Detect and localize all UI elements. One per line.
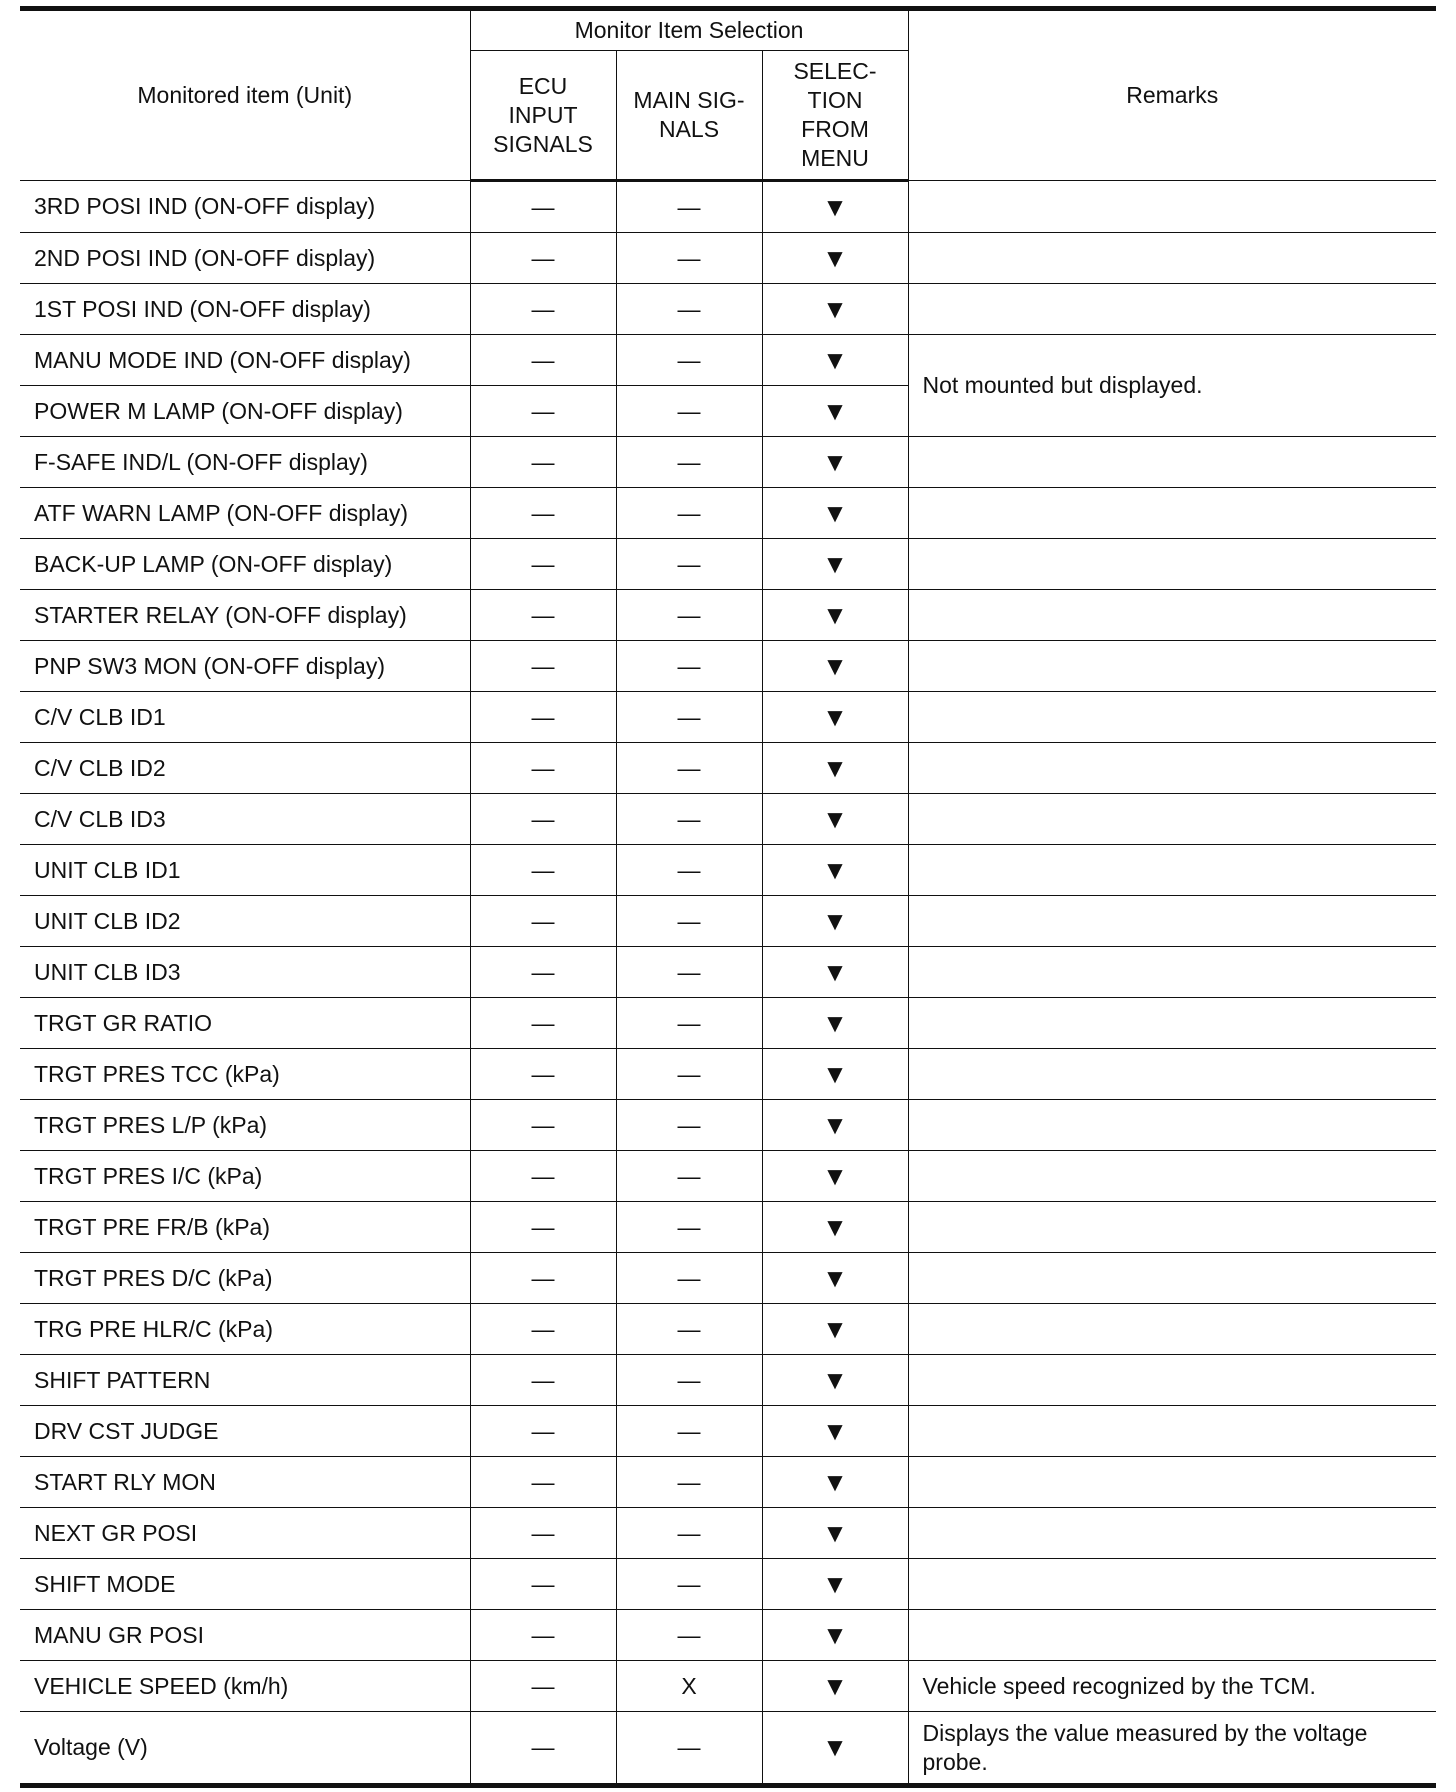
selection-from-menu-cell: ▼ <box>762 1202 908 1253</box>
remarks-cell <box>908 1508 1436 1559</box>
remarks-cell <box>908 1100 1436 1151</box>
table-row <box>20 1100 1436 1151</box>
header-line: NALS <box>658 116 720 142</box>
monitored-item-cell: START RLY MON <box>20 1457 470 1508</box>
ecu-input-signals-cell: — <box>470 335 616 386</box>
main-signals-cell: — <box>616 1559 762 1610</box>
table-row <box>20 1661 1436 1712</box>
ecu-input-signals-cell: — <box>470 947 616 998</box>
monitored-item-cell: ATF WARN LAMP (ON-OFF display) <box>20 488 470 539</box>
ecu-input-signals-cell: — <box>470 233 616 284</box>
header-ecu-input-signals <box>470 51 616 181</box>
monitored-item-cell: UNIT CLB ID1 <box>20 845 470 896</box>
header-remarks: Remarks <box>908 9 1436 181</box>
ecu-input-signals-cell: — <box>470 845 616 896</box>
header-monitored-item: Monitored item (Unit) <box>20 9 470 181</box>
selection-from-menu-cell: ▼ <box>762 743 908 794</box>
selection-from-menu-cell: ▼ <box>762 1151 908 1202</box>
remarks-cell <box>908 1151 1436 1202</box>
remarks-cell <box>908 1304 1436 1355</box>
ecu-input-signals-cell: — <box>470 590 616 641</box>
remarks-cell <box>908 1457 1436 1508</box>
monitored-item-cell: MANU MODE IND (ON-OFF display) <box>20 335 470 386</box>
table-row <box>20 794 1436 845</box>
selection-from-menu-cell: ▼ <box>762 1406 908 1457</box>
ecu-input-signals-cell: — <box>470 1661 616 1712</box>
header-line: INPUT <box>508 101 578 128</box>
remarks-cell <box>908 896 1436 947</box>
selection-from-menu-cell: ▼ <box>762 1559 908 1610</box>
remarks-cell <box>908 794 1436 845</box>
selection-from-menu-cell: ▼ <box>762 488 908 539</box>
main-signals-cell: — <box>616 386 762 437</box>
monitored-item-cell: MANU GR POSI <box>20 1610 470 1661</box>
remarks-cell-not-mounted: Not mounted but displayed. <box>908 335 1436 437</box>
table-row <box>20 896 1436 947</box>
monitored-item-cell: PNP SW3 MON (ON-OFF display) <box>20 641 470 692</box>
header-line: ECU <box>518 72 568 99</box>
table-row <box>20 539 1436 590</box>
main-signals-cell: — <box>616 1610 762 1661</box>
main-signals-cell: — <box>616 692 762 743</box>
main-signals-cell: — <box>616 1304 762 1355</box>
main-signals-cell: — <box>616 233 762 284</box>
remarks-cell <box>908 539 1436 590</box>
main-signals-cell: — <box>616 181 762 233</box>
ecu-input-signals-cell: — <box>470 539 616 590</box>
ecu-input-signals-cell: — <box>470 386 616 437</box>
main-signals-cell: — <box>616 1406 762 1457</box>
remarks-cell <box>908 488 1436 539</box>
ecu-input-signals-cell: — <box>470 1202 616 1253</box>
ecu-input-signals-cell: — <box>470 1610 616 1661</box>
remarks-cell <box>908 1355 1436 1406</box>
monitored-item-cell: TRGT PRE FR/B (kPa) <box>20 1202 470 1253</box>
selection-from-menu-cell: ▼ <box>762 896 908 947</box>
monitored-item-cell: TRGT PRES I/C (kPa) <box>20 1151 470 1202</box>
selection-from-menu-cell: ▼ <box>762 1100 908 1151</box>
remarks-cell <box>908 181 1436 233</box>
main-signals-cell: — <box>616 1151 762 1202</box>
table-row <box>20 488 1436 539</box>
header-selection-from-menu <box>762 51 908 181</box>
monitored-item-cell: 1ST POSI IND (ON-OFF display) <box>20 284 470 335</box>
monitored-item-cell: POWER M LAMP (ON-OFF display) <box>20 386 470 437</box>
remarks-cell <box>908 233 1436 284</box>
table-row <box>20 641 1436 692</box>
header-line: MAIN SIG- <box>633 87 745 113</box>
ecu-input-signals-cell: — <box>470 181 616 233</box>
selection-from-menu-cell: ▼ <box>762 998 908 1049</box>
header-line: MENU <box>801 145 869 171</box>
main-signals-cell: — <box>616 488 762 539</box>
remarks-cell <box>908 1253 1436 1304</box>
table-row <box>20 845 1436 896</box>
ecu-input-signals-cell: — <box>470 896 616 947</box>
monitored-item-cell: TRGT PRES L/P (kPa) <box>20 1100 470 1151</box>
selection-from-menu-cell: ▼ <box>762 1253 908 1304</box>
selection-from-menu-cell: ▼ <box>762 233 908 284</box>
monitored-item-cell: F-SAFE IND/L (ON-OFF display) <box>20 437 470 488</box>
table-row <box>20 947 1436 998</box>
remarks-cell-vehicle-speed: Vehicle speed recognized by the TCM. <box>908 1661 1436 1712</box>
ecu-input-signals-cell: — <box>470 1457 616 1508</box>
remarks-cell <box>908 743 1436 794</box>
main-signals-cell: — <box>616 335 762 386</box>
ecu-input-signals-cell: — <box>470 1100 616 1151</box>
main-signals-cell: — <box>616 284 762 335</box>
monitored-item-cell: STARTER RELAY (ON-OFF display) <box>20 590 470 641</box>
table-row <box>20 743 1436 794</box>
remarks-cell <box>908 845 1436 896</box>
table-row <box>20 1559 1436 1610</box>
table-row <box>20 1151 1436 1202</box>
monitored-item-cell: SHIFT MODE <box>20 1559 470 1610</box>
table-row <box>20 233 1436 284</box>
ecu-input-signals-cell: — <box>470 692 616 743</box>
table-row <box>20 437 1436 488</box>
ecu-input-signals-cell: — <box>470 641 616 692</box>
selection-from-menu-cell: ▼ <box>762 641 908 692</box>
main-signals-cell: — <box>616 947 762 998</box>
main-signals-cell: — <box>616 590 762 641</box>
selection-from-menu-cell: ▼ <box>762 947 908 998</box>
table-row <box>20 590 1436 641</box>
selection-from-menu-cell: ▼ <box>762 845 908 896</box>
monitor-item-table-container <box>20 6 1436 1788</box>
main-signals-cell: — <box>616 437 762 488</box>
selection-from-menu-cell: ▼ <box>762 1049 908 1100</box>
remarks-cell <box>908 1559 1436 1610</box>
monitored-item-cell: VEHICLE SPEED (km/h) <box>20 1661 470 1712</box>
ecu-input-signals-cell: — <box>470 284 616 335</box>
remarks-cell <box>908 437 1436 488</box>
selection-from-menu-cell: ▼ <box>762 692 908 743</box>
table-row <box>20 335 1436 386</box>
header-line: FROM <box>801 116 869 142</box>
table-row <box>20 1610 1436 1661</box>
header-monitor-item-selection: Monitor Item Selection <box>470 9 908 51</box>
ecu-input-signals-cell: — <box>470 437 616 488</box>
selection-from-menu-cell: ▼ <box>762 1457 908 1508</box>
ecu-input-signals-cell: — <box>470 1712 616 1786</box>
table-row <box>20 1712 1436 1786</box>
monitored-item-cell: TRGT PRES TCC (kPa) <box>20 1049 470 1100</box>
remarks-cell <box>908 692 1436 743</box>
header-line: TION <box>807 87 863 113</box>
ecu-input-signals-cell: — <box>470 1151 616 1202</box>
main-signals-cell: — <box>616 1712 762 1786</box>
main-signals-cell: — <box>616 641 762 692</box>
table-row <box>20 1355 1436 1406</box>
selection-from-menu-cell: ▼ <box>762 1304 908 1355</box>
monitored-item-cell: NEXT GR POSI <box>20 1508 470 1559</box>
table-row <box>20 1406 1436 1457</box>
selection-from-menu-cell: ▼ <box>762 181 908 233</box>
ecu-input-signals-cell: — <box>470 743 616 794</box>
remarks-cell <box>908 590 1436 641</box>
monitored-item-cell: TRG PRE HLR/C (kPa) <box>20 1304 470 1355</box>
main-signals-cell: — <box>616 539 762 590</box>
main-signals-cell: — <box>616 1049 762 1100</box>
selection-from-menu-cell: ▼ <box>762 1610 908 1661</box>
ecu-input-signals-cell: — <box>470 1304 616 1355</box>
monitored-item-cell: TRGT GR RATIO <box>20 998 470 1049</box>
header-line: SELEC- <box>793 58 877 84</box>
selection-from-menu-cell: ▼ <box>762 437 908 488</box>
table-row <box>20 1304 1436 1355</box>
table-row <box>20 1457 1436 1508</box>
selection-from-menu-cell: ▼ <box>762 386 908 437</box>
remarks-cell <box>908 1202 1436 1253</box>
main-signals-cell: — <box>616 1508 762 1559</box>
main-signals-cell: — <box>616 1253 762 1304</box>
remarks-cell-voltage: Displays the value measured by the voltage probe. <box>908 1712 1436 1786</box>
ecu-input-signals-cell: — <box>470 998 616 1049</box>
main-signals-cell: — <box>616 1100 762 1151</box>
ecu-input-signals-cell: — <box>470 488 616 539</box>
selection-from-menu-cell: ▼ <box>762 539 908 590</box>
table-row <box>20 692 1436 743</box>
remarks-cell <box>908 947 1436 998</box>
main-signals-cell: — <box>616 845 762 896</box>
table-row <box>20 1508 1436 1559</box>
remarks-cell <box>908 1406 1436 1457</box>
table-row <box>20 284 1436 335</box>
main-signals-cell: — <box>616 1202 762 1253</box>
main-signals-cell: — <box>616 743 762 794</box>
selection-from-menu-cell: ▼ <box>762 1661 908 1712</box>
monitored-item-cell: DRV CST JUDGE <box>20 1406 470 1457</box>
table-row <box>20 1253 1436 1304</box>
main-signals-cell: X <box>616 1661 762 1712</box>
monitored-item-cell: Voltage (V) <box>20 1712 470 1786</box>
monitored-item-cell: 2ND POSI IND (ON-OFF display) <box>20 233 470 284</box>
table-row <box>20 181 1436 233</box>
ecu-input-signals-cell: — <box>470 1508 616 1559</box>
ecu-input-signals-cell: — <box>470 1253 616 1304</box>
remarks-cell <box>908 998 1436 1049</box>
remarks-cell <box>908 284 1436 335</box>
ecu-input-signals-cell: — <box>470 1559 616 1610</box>
ecu-input-signals-cell: — <box>470 1355 616 1406</box>
header-main-signals <box>616 51 762 181</box>
monitor-item-table <box>20 6 1436 1788</box>
ecu-input-signals-cell: — <box>470 1406 616 1457</box>
monitored-item-cell: 3RD POSI IND (ON-OFF display) <box>20 181 470 233</box>
remarks-cell <box>908 641 1436 692</box>
monitored-item-cell: UNIT CLB ID3 <box>20 947 470 998</box>
table-row <box>20 1049 1436 1100</box>
selection-from-menu-cell: ▼ <box>762 1508 908 1559</box>
selection-from-menu-cell: ▼ <box>762 284 908 335</box>
selection-from-menu-cell: ▼ <box>762 590 908 641</box>
table-row <box>20 1202 1436 1253</box>
main-signals-cell: — <box>616 794 762 845</box>
main-signals-cell: — <box>616 1457 762 1508</box>
remarks-cell <box>908 1610 1436 1661</box>
monitored-item-cell: SHIFT PATTERN <box>20 1355 470 1406</box>
monitored-item-cell: BACK-UP LAMP (ON-OFF display) <box>20 539 470 590</box>
monitored-item-cell: UNIT CLB ID2 <box>20 896 470 947</box>
header-line: SIGNALS <box>493 130 593 157</box>
monitored-item-cell: C/V CLB ID3 <box>20 794 470 845</box>
selection-from-menu-cell: ▼ <box>762 1712 908 1786</box>
ecu-input-signals-cell: — <box>470 794 616 845</box>
main-signals-cell: — <box>616 1355 762 1406</box>
selection-from-menu-cell: ▼ <box>762 794 908 845</box>
main-signals-cell: — <box>616 998 762 1049</box>
main-signals-cell: — <box>616 896 762 947</box>
table-row <box>20 998 1436 1049</box>
monitored-item-cell: C/V CLB ID2 <box>20 743 470 794</box>
selection-from-menu-cell: ▼ <box>762 335 908 386</box>
remarks-cell <box>908 1049 1436 1100</box>
ecu-input-signals-cell: — <box>470 1049 616 1100</box>
monitored-item-cell: C/V CLB ID1 <box>20 692 470 743</box>
selection-from-menu-cell: ▼ <box>762 1355 908 1406</box>
monitored-item-cell: TRGT PRES D/C (kPa) <box>20 1253 470 1304</box>
